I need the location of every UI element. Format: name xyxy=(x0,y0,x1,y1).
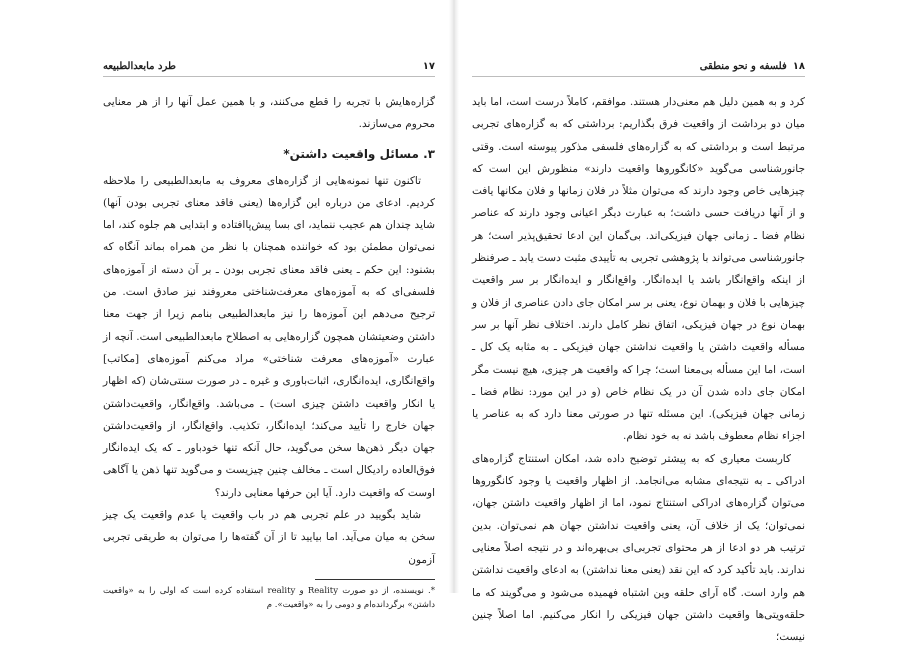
right-running-head: فلسفه و نحو منطقی xyxy=(699,61,787,72)
footnote-rule xyxy=(315,579,435,580)
left-running-head: طرد مابعدالطبیعه xyxy=(103,61,176,72)
right-page-number: ۱۸ xyxy=(792,61,805,72)
right-paragraph-2: کاربست معیاری که به پیشتر توضیح داده شد، امکان استنتاج گزاره‌های ادراکی ـ به نتیجه‌ای مشابه می‌انجامد. از اظهار واقعیت یا وجود کانگوروها می‌توان گزاره‌های ادراکی استنتاج نمود، اما از اظهار واقعیت داشتن جهان، نمی‌توان؛ یک از خلاف آن، یعنی واقعیت نداشتن جهان هم نمی‌توان. بدین ترتیب هر دو ادعا از هر محتوای تجربی‌ای بی‌بهره‌اند و در نتیجه اصلاً معنایی ندارند. باید تأکید کرد که این نقد (یعنی معنا نداشتن) به ادعای واقعیت نداشتن هم وارد است. گاه آرای حلقه وین اشتباه فهمیده می‌شود و می‌گویند که ما حلقه‌ویتی‌ها واقعیت داشتن جهان فیزیکی را انکار می‌کنیم. اما اصلاً چنین نیست؛ xyxy=(472,452,805,644)
left-paragraph-3: شاید بگویید در علم تجربی هم در باب واقعیت یا عدم واقعیت یک چیز سخن به میان می‌آید. اما بیایید تا از آن گفته‌ها را می‌توان به طریقی تجربی آزمون xyxy=(103,509,435,566)
left-page xyxy=(103,60,435,612)
book-gutter xyxy=(449,0,459,593)
left-paragraph-2: تاکنون تنها نمونه‌هایی از گزاره‌های معروف به مابعدالطبیعی را ملاحظه کردیم. ادعای من درباره این گزاره‌ها (یعنی فاقد معنای تجربی بودن آنها) شاید چندان هم عجیب ننماید، ای بسا پیش‌پاافتاده و ابتدایی هم جلوه کند، اما نمی‌توان مطمئن بود که خواننده همچنان با نظر من همراه بماند آنگاه که بشنود: این حکم ـ یعنی فاقد معنای تجربی بودن ـ بر آن دسته از آموزه‌های فلسفی‌ای که به آموزه‌های معرفت‌شناختی معروفند نیز صادق است. من ترجیح می‌دهم این آموزه‌ها را نیز مابعدالطبیعی بنامم زیرا از جهت معنا داشتن وضعیتشان همچون گزاره‌هایی به اصطلاح مابعدالطبیعی است. آنچه از عبارت «آموزه‌های معرفت شناختی» مراد می‌کنم آموزه‌های [مکاتب] واقع‌انگاری، ایده‌انگاری، اثبات‌باوری و غیره ـ در صورت سنتی‌شان (که اظهار یا انکار واقعیت داشتن چیزی است) ـ می‌باشد. واقع‌انگار، واقعیت‌داشتن جهان خارج را تأیید می‌کند؛ ایده‌انگار، تکذیب. واقع‌انگار، از واقعیت‌داشتن جهان دیگر ذهن‌ها سخن می‌گوید، حال آنکه تنها خودباور ـ که یک ایده‌انگار فوق‌العاده رادیکال است ـ مخالف چنین چیزیست و می‌گوید تنها ذهن یا آگاهی اوست که واقعیت دارد. آیا این حرفها معنایی دارند؟ xyxy=(103,174,435,499)
right-page xyxy=(472,60,805,648)
right-page-header xyxy=(472,60,805,77)
section-title: ۳. مسائل واقعیت داشتن* xyxy=(283,146,435,161)
left-paragraph-1: گزاره‌هایش با تجربه را قطع می‌کنند، و با همین عمل آنها را از هر معنایی محروم می‌سازند. xyxy=(103,96,435,131)
left-page-number: ۱۷ xyxy=(422,61,435,72)
footnote: *. نویسنده، از دو صورت Reality و reality استفاده کرده است که اولی را به «واقعیت داشتن» برگردانده‌ام و دومی را به «واقعیت». م xyxy=(103,585,435,610)
left-page-header xyxy=(103,60,435,77)
right-paragraph-1: کرد و به همین دلیل هم معنی‌دار هستند. موافقم، کاملاً درست است، اما باید میان دو برداشت از واقعیت فرق بگذاریم: برداشتی که به گزاره‌های تجربی مرتبط است و برداشتی که به گزاره‌های فلسفی مذکور پیوسته است. وقتی جانورشناسی می‌گوید «کانگوروها واقعیت دارند» منظورش این است که چیزهایی خاص وجود دارند که می‌توان مثلاً در فلان زمانها و فلان مکانها یافت و از آنها دریافت حسی داشت؛ به عبارت دیگر اعیانی وجود دارند که عناصر نظام فضا ـ زمانی جهان فیزیکی‌اند. بی‌گمان این ادعا تحقیق‌پذیر است؛ هر جانورشناسی می‌تواند با پژوهشی تجربی به تأییدی مثبت دست یابد ـ صرفنظر از اینکه واقع‌انگار باشد یا ایده‌انگار. واقع‌انگار و ایده‌انگار بر سر واقعیت چیزهایی با فلان و بهمان نوع، یعنی بر سر امکان جای دادن عناصری از فلان و بهمان نوع در جهان فیزیکی، اتفاق نظر کامل دارند. اختلاف نظر آنها بر سر مسأله واقعیت داشتن یا واقعیت نداشتن جهان فیزیکی ـ به مثابه یک کل ـ است، اما این مسأله بی‌معنا است؛ چرا که واقعیت هر چیزی، هیچ نیست مگر امکان جای داده شدن آن در یک نظام خاص (و در این مورد: نظام فضا ـ زمانی جهان فیزیکی). این مسئله تنها در صورتی معنا دارد که به عناصر یا اجزاء نظام معطوف باشد نه به خود نظام. xyxy=(472,96,805,443)
